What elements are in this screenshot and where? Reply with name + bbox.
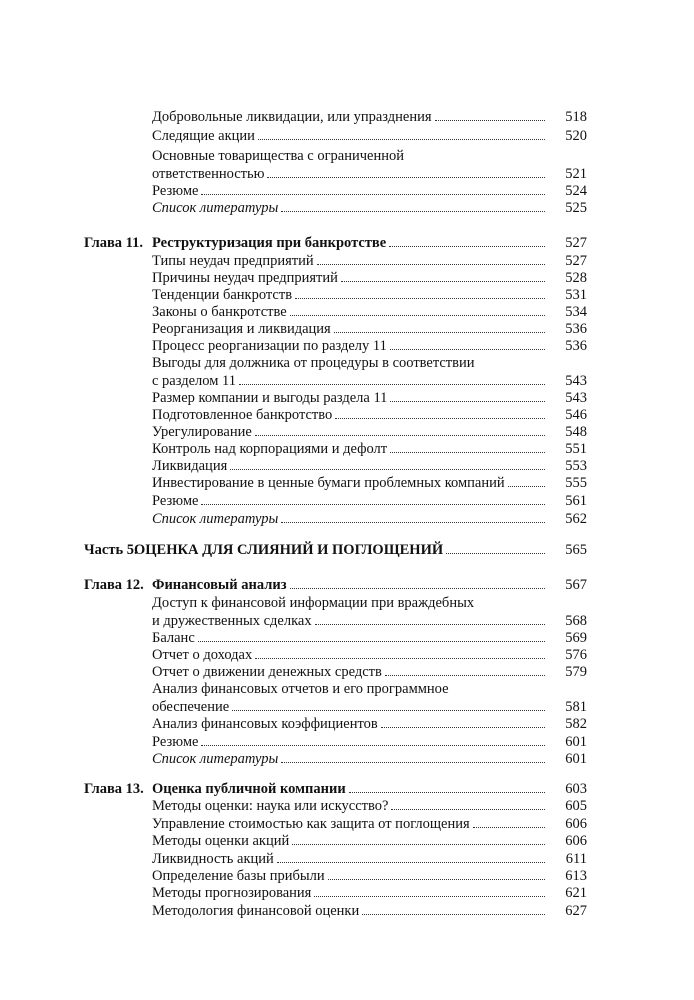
toc-dot-leader — [385, 675, 545, 676]
toc-entry — [0, 698, 587, 716]
toc-lead-label: Часть 5. — [84, 542, 138, 558]
toc-entry-title: Реструктуризация при банкротстве — [152, 235, 387, 251]
toc-page-number: 521 — [565, 166, 587, 182]
toc-entry — [0, 510, 587, 528]
toc-dot-leader — [317, 264, 545, 265]
toc-dot-leader — [201, 745, 545, 746]
toc-entry — [0, 797, 587, 815]
toc-page-number: 568 — [565, 613, 587, 629]
toc-page-number: 565 — [565, 542, 587, 558]
toc-dot-leader — [277, 862, 545, 863]
toc-entry — [0, 850, 587, 868]
toc-dot-leader — [315, 624, 545, 625]
toc-page-number: 569 — [565, 630, 587, 646]
toc-dot-leader — [389, 246, 545, 247]
toc-page-number: 601 — [565, 751, 587, 767]
toc-chapter-heading — [0, 576, 587, 594]
toc-entry — [0, 182, 587, 200]
toc-entry — [0, 733, 587, 751]
toc-entry-title: Доступ к финансовой информации при враждебных — [152, 595, 475, 611]
toc-entry-title: Тенденции банкротств — [152, 287, 293, 303]
toc-entry-title: Ликвидация — [152, 458, 228, 474]
toc-dot-leader — [334, 332, 545, 333]
toc-dot-leader — [390, 401, 545, 402]
toc-chapter-heading — [0, 234, 587, 252]
toc-entry-title: Отчет о движении денежных средств — [152, 664, 382, 680]
toc-entry — [0, 646, 587, 664]
toc-page-number: 611 — [565, 851, 587, 867]
toc-dot-leader — [435, 120, 545, 121]
toc-entry — [0, 372, 587, 390]
toc-entry-title: Резюме — [152, 493, 199, 509]
toc-entry-title: Размер компании и выгоды раздела 11 — [152, 390, 388, 406]
toc-dot-leader — [255, 435, 545, 436]
toc-entry-title: Добровольные ликвидации, или упразднения — [152, 109, 432, 125]
toc-entry — [0, 423, 587, 441]
toc-entry — [0, 165, 587, 183]
toc-page-number: 576 — [565, 647, 587, 663]
toc-entry — [0, 680, 587, 698]
toc-entry — [0, 902, 587, 920]
toc-chapter-heading — [0, 780, 587, 798]
toc-dot-leader — [391, 809, 545, 810]
toc-entry-title: ОЦЕНКА ДЛЯ СЛИЯНИЙ И ПОГЛОЩЕНИЙ — [134, 542, 444, 558]
toc-entry-title: Список литературы — [152, 511, 279, 527]
toc-entry-title: Финансовый анализ — [152, 577, 287, 593]
toc-page-number: 546 — [565, 407, 587, 423]
toc-page-number: 601 — [565, 734, 587, 750]
toc-page-number: 561 — [565, 493, 587, 509]
toc-entry — [0, 199, 587, 217]
toc-entry — [0, 303, 587, 321]
toc-entry-title: Список литературы — [152, 751, 279, 767]
toc-entry — [0, 663, 587, 681]
toc-lead-label: Глава 12. — [84, 577, 144, 593]
toc-entry-title: Методы прогнозирования — [152, 885, 312, 901]
toc-entry-title: Оценка публичной компании — [152, 781, 346, 797]
toc-entry-title: с разделом 11 — [152, 373, 236, 389]
toc-page-number: 627 — [565, 903, 587, 919]
toc-entry — [0, 457, 587, 475]
toc-dot-leader — [390, 349, 545, 350]
toc-page-number: 605 — [565, 798, 587, 814]
toc-entry — [0, 594, 587, 612]
toc-lead-label: Глава 11. — [84, 235, 144, 251]
toc-entry — [0, 492, 587, 510]
toc-entry — [0, 867, 587, 885]
toc-dot-leader — [281, 211, 545, 212]
toc-entry-title: Резюме — [152, 734, 199, 750]
toc-entry-title: Причины неудач предприятий — [152, 270, 338, 286]
toc-entry-title: Реорганизация и ликвидация — [152, 321, 331, 337]
toc-entry-title: Методы оценки акций — [152, 833, 290, 849]
toc-page-number: 525 — [565, 200, 587, 216]
toc-dot-leader — [267, 177, 545, 178]
toc-dot-leader — [295, 298, 545, 299]
toc-dot-leader — [232, 710, 545, 711]
toc-entry — [0, 127, 587, 145]
toc-dot-leader — [290, 588, 545, 589]
toc-entry-title: Методология финансовой оценки — [152, 903, 360, 919]
toc-entry — [0, 474, 587, 492]
toc-page-number: 621 — [565, 885, 587, 901]
toc-entry — [0, 389, 587, 407]
toc-page-number: 531 — [565, 287, 587, 303]
toc-entry-title: Резюме — [152, 183, 199, 199]
toc-entry — [0, 815, 587, 833]
toc-page-number: 603 — [565, 781, 587, 797]
toc-page-number: 528 — [565, 270, 587, 286]
toc-entry-title: Законы о банкротстве — [152, 304, 287, 320]
toc-dot-leader — [290, 315, 545, 316]
toc-part-heading — [0, 541, 587, 559]
toc-page-number: 536 — [565, 338, 587, 354]
toc-dot-leader — [292, 844, 545, 845]
toc-entry-title: Список литературы — [152, 200, 279, 216]
toc-page-number: 543 — [565, 390, 587, 406]
toc-page-number: 606 — [565, 833, 587, 849]
toc-entry — [0, 354, 587, 372]
toc-entry — [0, 832, 587, 850]
toc-dot-leader — [335, 418, 545, 419]
toc-dot-leader — [281, 522, 545, 523]
toc-page-number: 520 — [565, 128, 587, 144]
toc-dot-leader — [239, 384, 545, 385]
toc-page-number: 524 — [565, 183, 587, 199]
toc-entry-title: Выгоды для должника от процедуры в соответствии — [152, 355, 475, 371]
toc-entry-title: и дружественных сделках — [152, 613, 312, 629]
toc-entry-title: Типы неудач предприятий — [152, 253, 314, 269]
toc-entry — [0, 147, 587, 165]
toc-entry — [0, 612, 587, 630]
toc-entry — [0, 884, 587, 902]
toc-dot-leader — [381, 727, 545, 728]
toc-dot-leader — [314, 896, 545, 897]
toc-dot-leader — [230, 469, 545, 470]
toc-dot-leader — [362, 914, 545, 915]
toc-entry-title: Инвестирование в ценные бумаги проблемных компаний — [152, 475, 505, 491]
toc-dot-leader — [390, 452, 545, 453]
toc-page-number: 551 — [565, 441, 587, 457]
toc-dot-leader — [349, 792, 545, 793]
toc-page-number: 582 — [565, 716, 587, 732]
toc-page-number: 606 — [565, 816, 587, 832]
toc-page-number: 555 — [565, 475, 587, 491]
toc-entry-title: Основные товарищества с ограниченной — [152, 148, 404, 164]
toc-lead-label: Глава 13. — [84, 781, 144, 797]
toc-entry — [0, 320, 587, 338]
toc-entry — [0, 337, 587, 355]
toc-page-number: 562 — [565, 511, 587, 527]
toc-entry — [0, 629, 587, 647]
toc-dot-leader — [281, 762, 545, 763]
toc-dot-leader — [328, 879, 545, 880]
toc-dot-leader — [446, 553, 545, 554]
toc-entry-title: Баланс — [152, 630, 195, 646]
toc-entry-title: Подготовленное банкротство — [152, 407, 333, 423]
toc-entry-title: Следящие акции — [152, 128, 255, 144]
toc-entry-title: Отчет о доходах — [152, 647, 253, 663]
toc-page-number: 518 — [565, 109, 587, 125]
toc-dot-leader — [201, 194, 545, 195]
toc-entry-title: Урегулирование — [152, 424, 252, 440]
toc-entry-title: Процесс реорганизации по разделу 11 — [152, 338, 387, 354]
toc-page-number: 527 — [565, 253, 587, 269]
toc-entry — [0, 108, 587, 126]
toc-page-number: 581 — [565, 699, 587, 715]
toc-dot-leader — [198, 641, 545, 642]
toc-entry — [0, 286, 587, 304]
toc-entry — [0, 440, 587, 458]
toc-page-number: 536 — [565, 321, 587, 337]
toc-dot-leader — [508, 486, 545, 487]
toc-entry-title: Методы оценки: наука или искусство? — [152, 798, 389, 814]
toc-entry — [0, 269, 587, 287]
toc-dot-leader — [473, 827, 545, 828]
toc-dot-leader — [258, 139, 545, 140]
toc-entry-title: Анализ финансовых коэффициентов — [152, 716, 378, 732]
toc-entry — [0, 252, 587, 270]
toc-entry-title: Управление стоимостью как защита от поглощения — [152, 816, 470, 832]
toc-page-number: 534 — [565, 304, 587, 320]
toc-page-number: 527 — [565, 235, 587, 251]
toc-entry-title: обеспечение — [152, 699, 230, 715]
toc-page-number: 613 — [565, 868, 587, 884]
toc-page-number: 579 — [565, 664, 587, 680]
toc-entry-title: Анализ финансовых отчетов и его программное — [152, 681, 449, 697]
toc-dot-leader — [201, 504, 545, 505]
toc-dot-leader — [255, 658, 545, 659]
toc-page-number: 553 — [565, 458, 587, 474]
toc-page-number: 548 — [565, 424, 587, 440]
toc-entry — [0, 750, 587, 768]
toc-page-number: 543 — [565, 373, 587, 389]
toc-dot-leader — [341, 281, 545, 282]
toc-entry-title: Ликвидность акций — [152, 851, 274, 867]
toc-page-number: 567 — [565, 577, 587, 593]
toc-entry — [0, 715, 587, 733]
toc-entry-title: Контроль над корпорациями и дефолт — [152, 441, 388, 457]
toc-entry-title: ответственностью — [152, 166, 265, 182]
toc-entry — [0, 406, 587, 424]
toc-entry-title: Определение базы прибыли — [152, 868, 325, 884]
